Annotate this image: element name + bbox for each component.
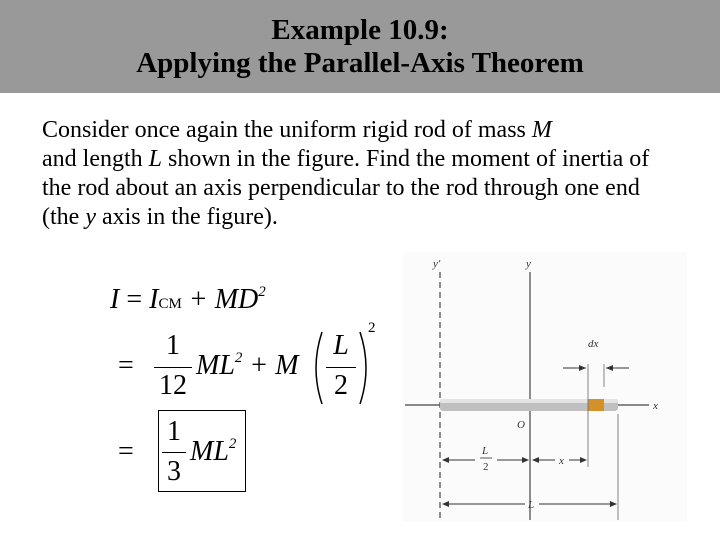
mass-symbol: M [531,117,552,143]
eq2-L-numerator: L [333,330,349,361]
length-label: L [528,499,535,511]
eq2-plus-m: + M [249,350,299,381]
origin-label: O [517,419,525,431]
eq2-fraction-bar [154,367,192,368]
half-length-numerator: L [482,445,489,457]
eq2-L-denominator: 2 [334,370,348,401]
eq3-ml-term [190,436,236,468]
problem-text-3: shown in the figure. Find the moment of inertia of the rod about an axis perpendicular to the rod through one end (the [42,146,650,230]
y-axis-label: y [526,258,531,270]
x-axis-label: x [653,400,658,412]
eq1-exponent: 2 [258,284,266,300]
eq2-equals: = [118,350,134,381]
y-prime-label: y′ [433,258,441,270]
dx-label: dx [588,338,599,350]
problem-text-1: Consider once again the uniform rigid rod of mass [42,117,532,143]
eq2-denominator: 12 [159,370,187,401]
slide-title-line2: Applying the Parallel-Axis Theorem [136,46,584,79]
title-bar [0,0,720,93]
figure-background [403,252,687,522]
eq3-fraction-bar [162,452,186,453]
problem-text-4: axis in the figure). [95,204,278,230]
eq2-L-fraction-bar [326,367,356,368]
rod-figure [403,252,687,522]
eq1-equals: = [126,284,143,315]
eq3-denominator: 3 [167,456,181,487]
mass-element [588,399,604,411]
slide-title-line1: Example 10.9: [271,13,449,46]
eq1-I2: I [149,284,159,315]
eq2-ml: ML [196,350,235,381]
half-length-denominator: 2 [483,461,489,473]
eq3-equals: = [118,436,134,467]
eq2-ml-term [196,350,299,382]
eq1-plus-md: + MD [188,284,259,315]
problem-statement [42,116,682,232]
length-symbol: L [148,146,162,172]
eq1-cm-subscript: CM [158,296,182,312]
equation-line-1 [110,284,266,316]
problem-text-2: and length [42,146,149,172]
eq2-ml-exponent: 2 [234,350,243,366]
eq3-exponent: 2 [228,436,237,452]
x-distance-label: x [559,455,564,467]
y-axis-symbol: y [85,204,96,230]
eq1-I: I [110,284,120,315]
eq3-ml: ML [190,436,229,467]
eq2-numerator: 1 [166,330,180,361]
eq3-numerator: 1 [167,416,181,447]
eq2-outer-exponent: 2 [368,320,376,336]
